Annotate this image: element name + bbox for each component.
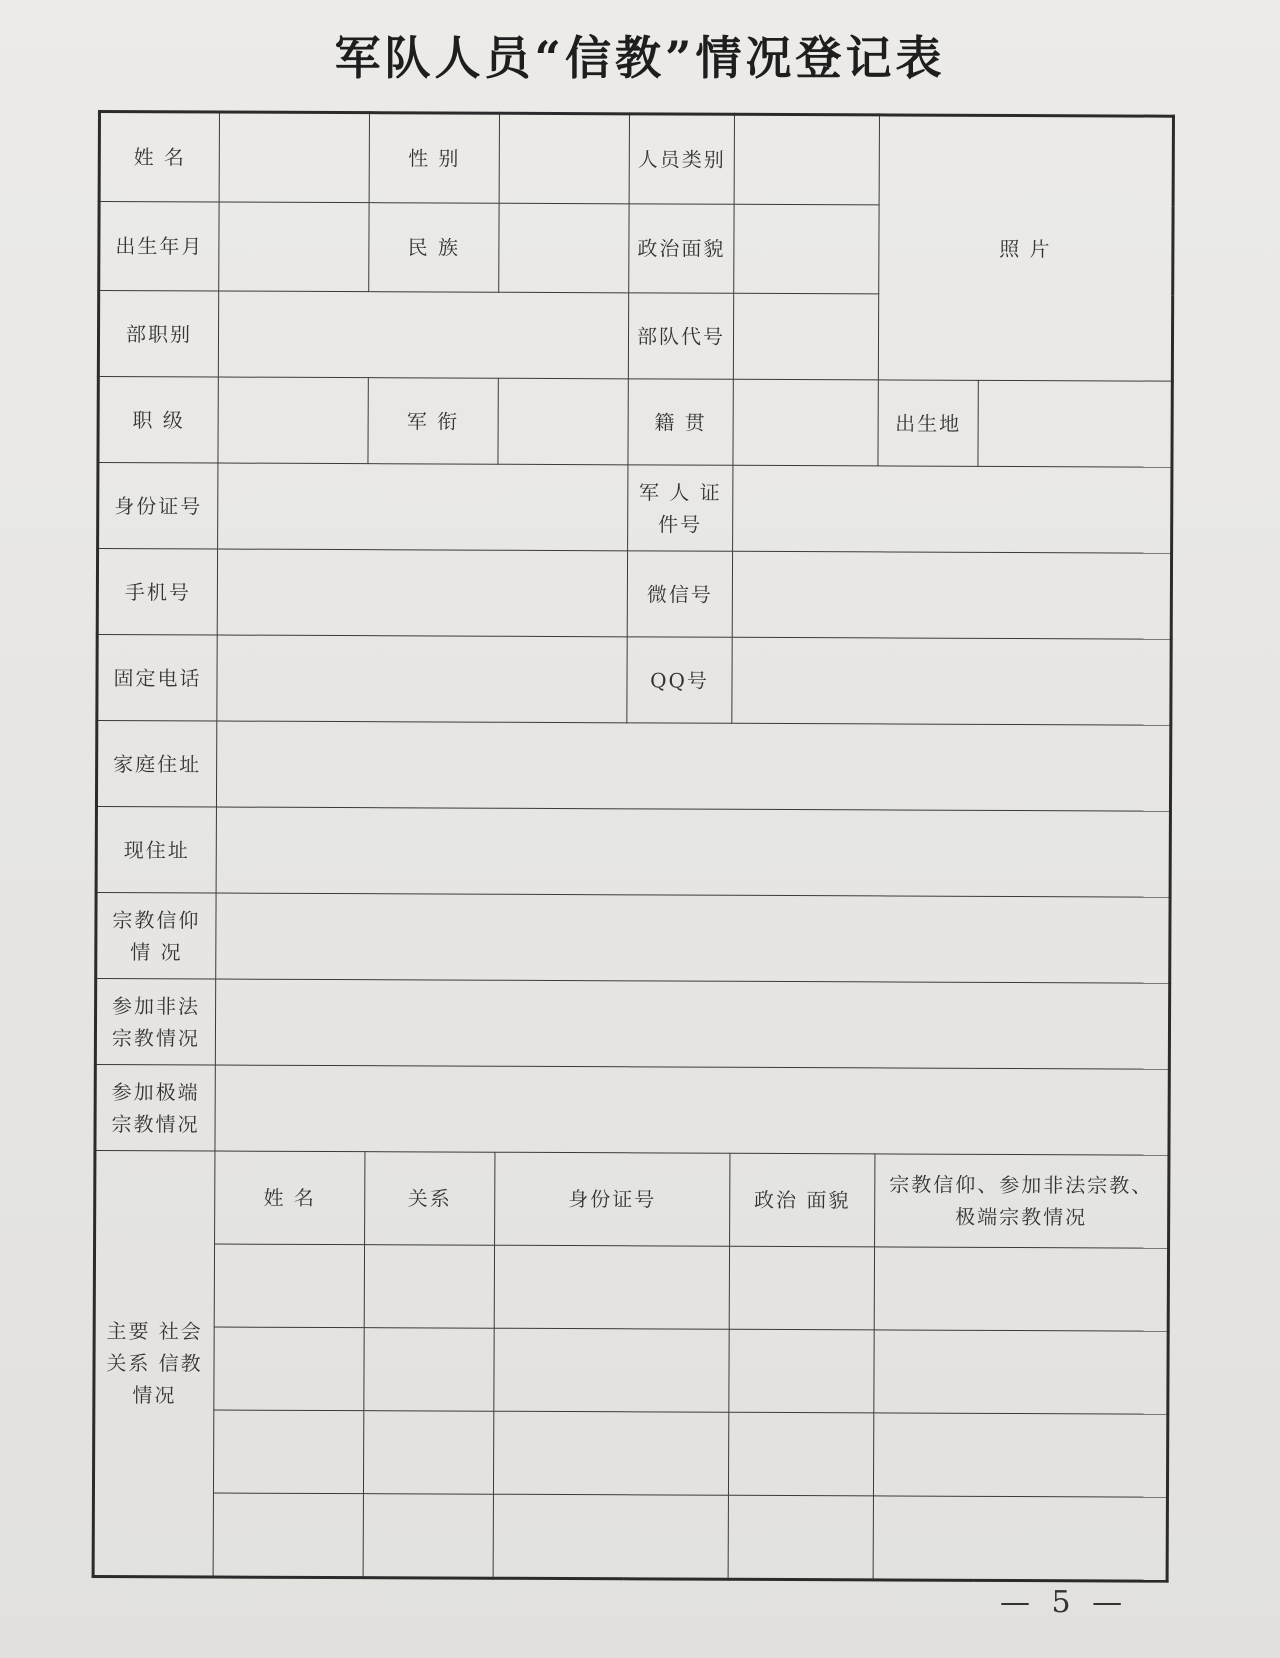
field-mobile[interactable] [217,549,627,637]
rel-cell-political[interactable] [728,1412,873,1496]
photo-box[interactable]: 照 片 [878,115,1173,381]
field-gender[interactable] [499,113,629,204]
field-birth[interactable] [219,202,369,292]
label-qq: QQ号 [627,637,732,723]
label-birthplace: 出生地 [878,380,978,466]
label-native-place: 籍 贯 [628,379,733,465]
field-current-address[interactable] [216,807,1170,897]
row-extreme-religion [95,1064,1169,1155]
rel-header-id-number: 身份证号 [495,1152,730,1246]
label-birth: 出生年月 [99,202,219,292]
field-illegal-religion[interactable] [215,979,1169,1069]
field-qq[interactable] [732,637,1171,725]
rel-cell-name[interactable] [213,1493,363,1578]
row-current-address [96,806,1170,897]
rel-cell-id-number[interactable] [494,1328,729,1412]
rel-cell-political[interactable] [729,1246,874,1330]
table-row [94,1326,1168,1414]
label-gender: 性 别 [369,113,499,204]
row-job [98,377,1172,468]
label-ethnicity: 民 族 [369,203,499,293]
rel-cell-status[interactable] [873,1496,1167,1581]
field-native-place[interactable] [733,379,878,466]
rel-header-political: 政治 面貌 [730,1153,875,1247]
field-name[interactable] [219,112,369,203]
label-illegal-religion: 参加非法 宗教情况 [95,978,215,1065]
rel-cell-status[interactable] [873,1413,1167,1497]
row-mobile [97,549,1171,640]
table-row [93,1492,1167,1581]
label-wechat: 微信号 [627,551,732,637]
label-dept-rank: 部职别 [98,291,218,378]
field-religion[interactable] [216,893,1170,983]
rel-cell-relation[interactable] [364,1245,494,1329]
label-military-id: 军 人 证件号 [628,465,733,551]
field-extreme-religion[interactable] [215,1065,1169,1155]
rel-cell-id-number[interactable] [493,1494,728,1579]
rel-cell-id-number[interactable] [494,1245,729,1329]
rel-header-status: 宗教信仰、参加非法宗教、极端宗教情况 [875,1154,1169,1248]
field-unit-code[interactable] [733,293,878,380]
label-category: 人员类别 [629,114,734,204]
row-name [99,112,1173,207]
label-name: 姓 名 [99,112,219,203]
form-title: 军队人员“信教”情况登记表 [334,31,946,85]
label-landline: 固定电话 [97,635,217,722]
field-landline[interactable] [217,635,627,723]
label-religion: 宗教信仰 情 况 [96,892,216,979]
field-category[interactable] [734,114,879,205]
field-job-level[interactable] [218,377,368,464]
row-illegal-religion [95,978,1169,1069]
rel-header-relation: 关系 [365,1152,495,1246]
row-religion [96,892,1170,983]
rel-cell-status[interactable] [874,1247,1168,1331]
row-id [98,463,1172,554]
label-id-number: 身份证号 [98,463,218,550]
registration-form [92,110,1175,1583]
label-military-rank: 军 衔 [368,378,498,465]
field-military-rank[interactable] [498,378,628,465]
page-number: — 5 — [1000,1585,1129,1620]
rel-cell-relation[interactable] [363,1494,493,1579]
label-unit-code: 部队代号 [628,293,733,379]
field-birthplace[interactable] [978,380,1172,467]
label-extreme-religion: 参加极端 宗教情况 [95,1064,215,1151]
rel-cell-name[interactable] [214,1327,364,1411]
rel-cell-relation[interactable] [364,1328,494,1412]
field-home-address[interactable] [216,721,1170,811]
field-political[interactable] [734,204,879,294]
label-current-address: 现住址 [96,806,216,893]
table-row [94,1243,1168,1331]
label-political: 政治面貌 [629,204,734,293]
rel-cell-political[interactable] [728,1495,873,1580]
label-job-level: 职 级 [98,377,218,464]
label-social-relations: 主要 社会 关系 信教 情况 [93,1150,215,1577]
rel-cell-relation[interactable] [363,1411,493,1495]
field-military-id[interactable] [733,465,1172,553]
rel-cell-political[interactable] [729,1329,874,1413]
label-home-address: 家庭住址 [96,721,216,808]
rel-cell-id-number[interactable] [493,1411,728,1495]
label-mobile: 手机号 [97,549,217,636]
rel-cell-name[interactable] [214,1244,364,1328]
field-wechat[interactable] [732,551,1171,639]
table-row [93,1409,1167,1497]
field-id-number[interactable] [218,463,628,551]
field-ethnicity[interactable] [499,203,629,293]
rel-header-name: 姓 名 [215,1151,365,1245]
rel-cell-status[interactable] [874,1330,1168,1414]
rel-cell-name[interactable] [213,1410,363,1494]
field-dept-rank[interactable] [218,291,628,379]
row-landline [97,635,1171,726]
row-home-address [96,721,1170,812]
relations-header-row [95,1150,1169,1248]
